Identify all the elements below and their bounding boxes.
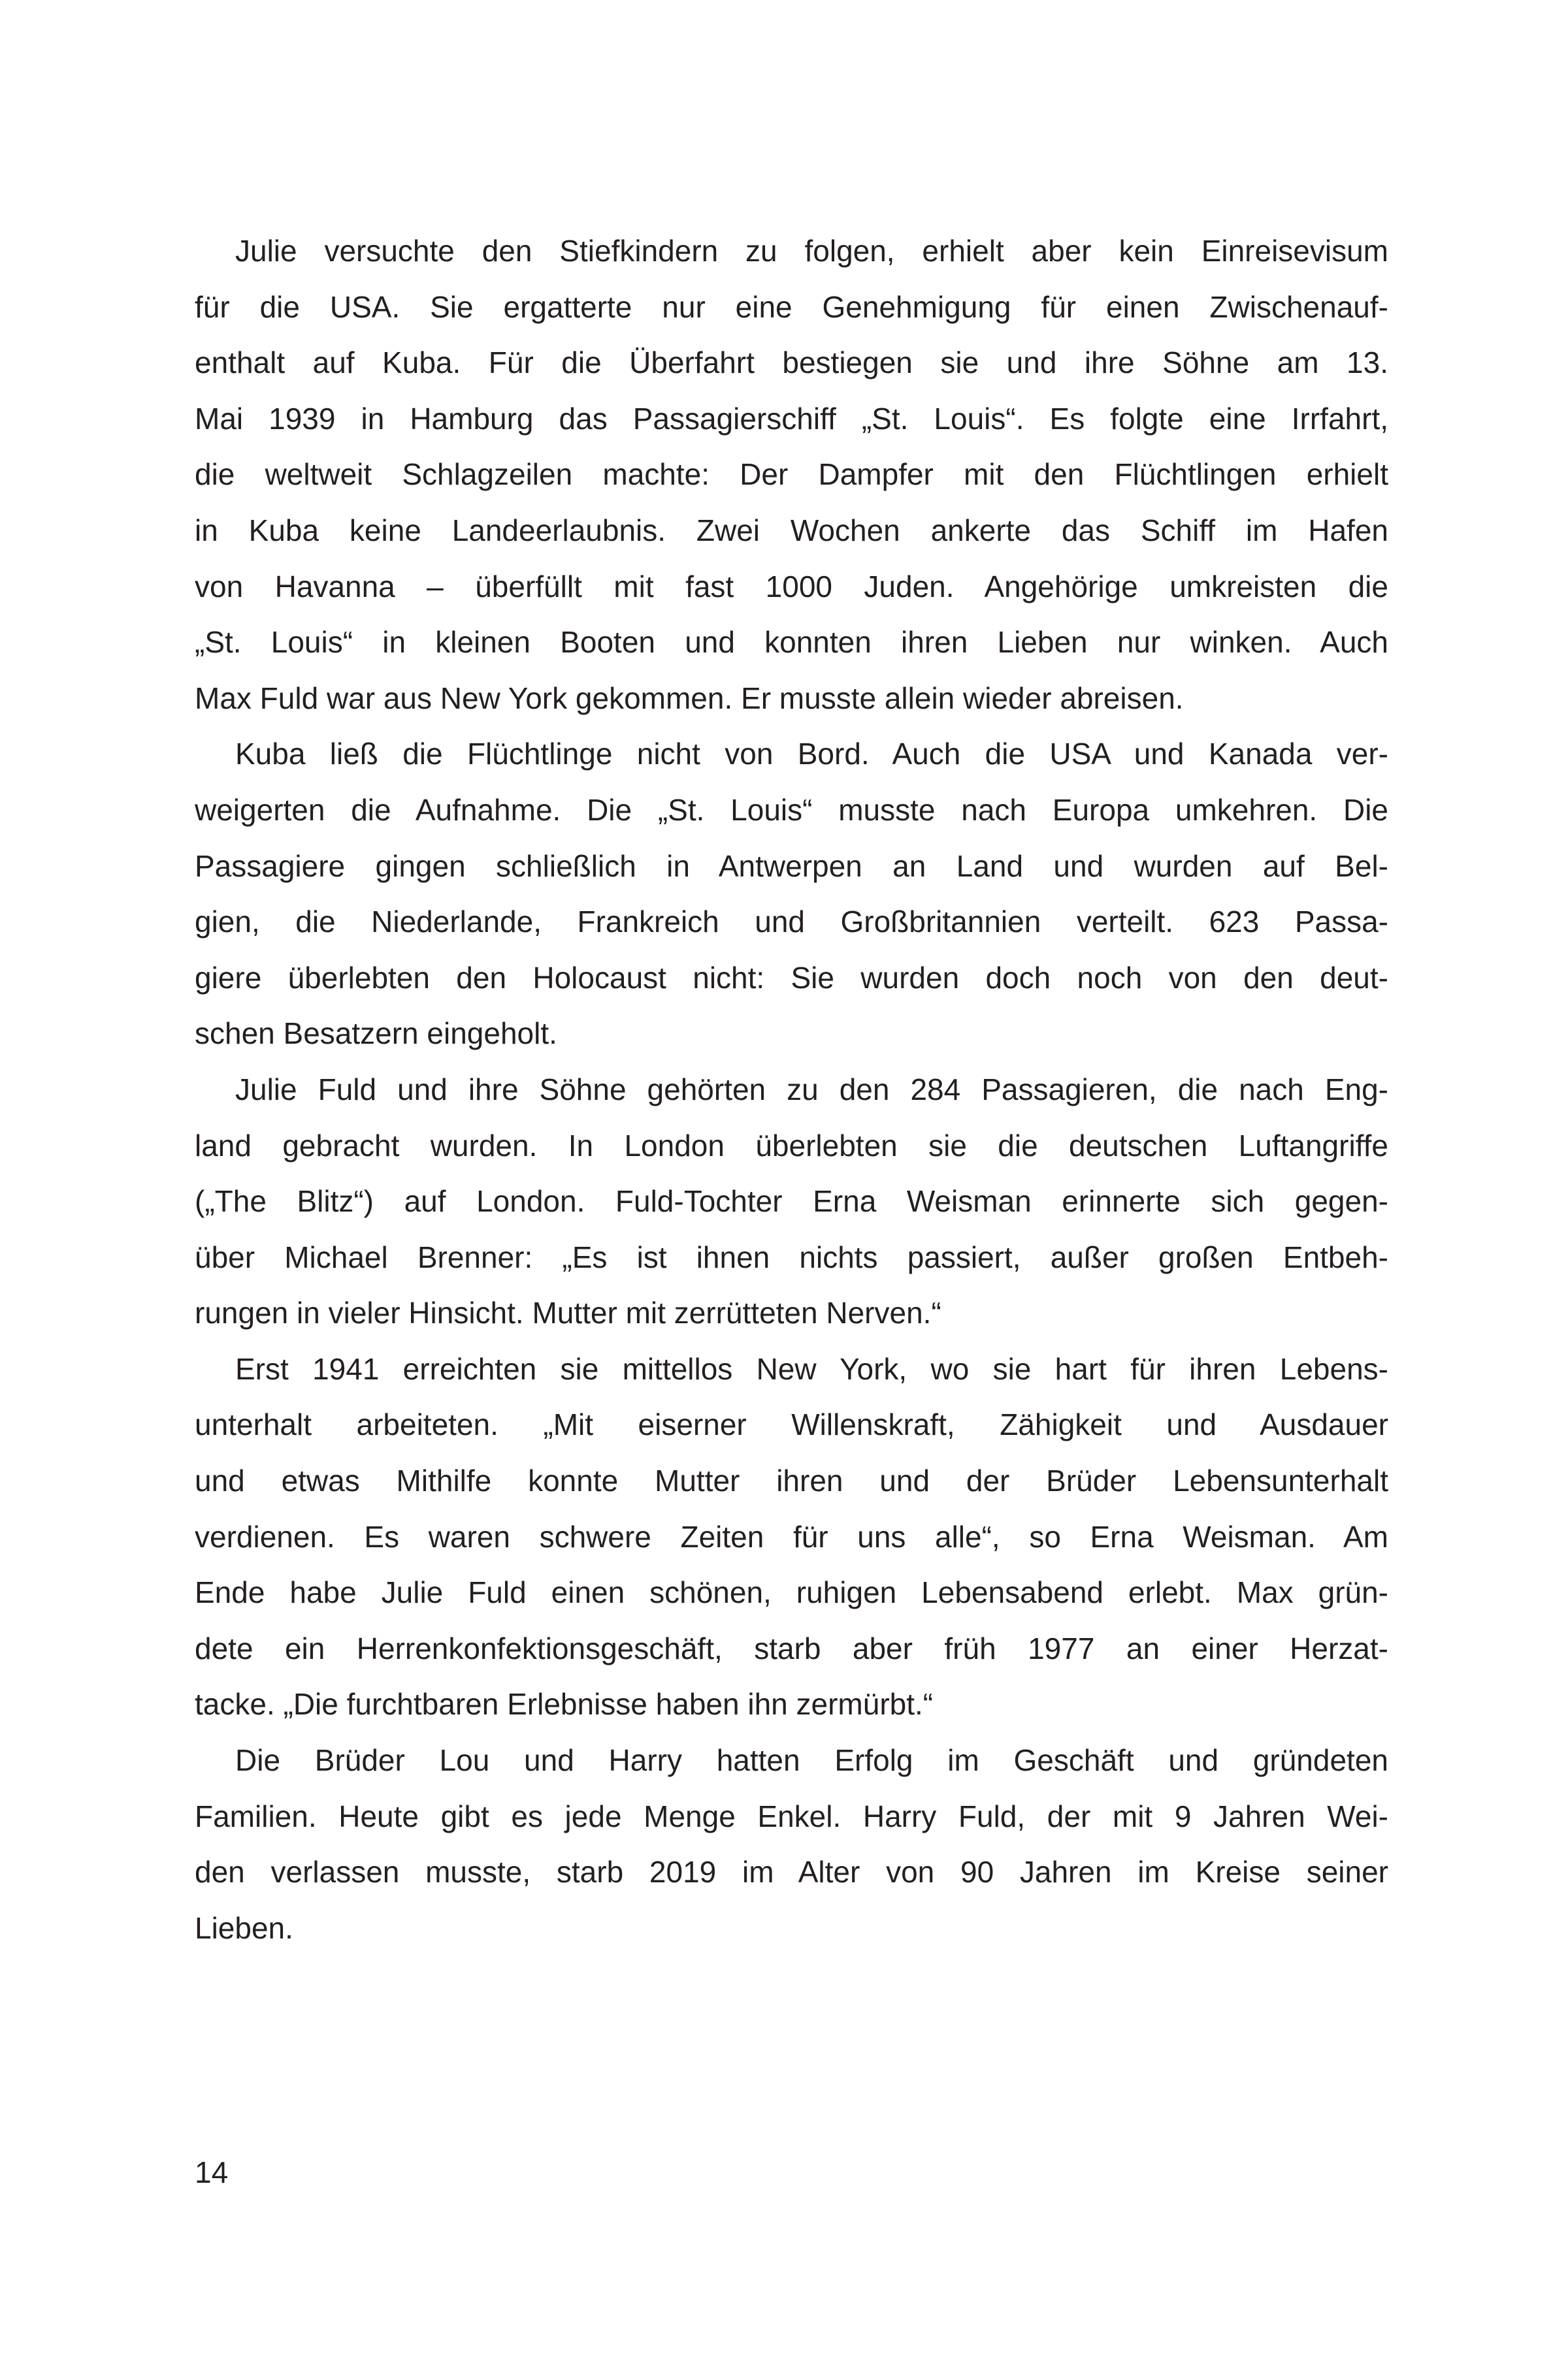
text-line: Mai 1939 in Hamburg das Passagierschiff „St. Louis“. Es folgte eine Irrfahrt, (195, 401, 1388, 436)
text-line: den verlassen musste, starb 2019 im Alter von 90 Jahren im Kreise seiner (195, 1855, 1388, 1890)
text-line: land gebracht wurden. In London überlebten sie die deutschen Luftangriffe (195, 1128, 1388, 1163)
text-line: Passagiere gingen schließlich in Antwerpen an Land und wurden auf Bel- (195, 848, 1388, 883)
text-line: Kuba ließ die Flüchtlinge nicht von Bord. Auch die USA und Kanada ver- (235, 737, 1388, 771)
text-line: Julie versuchte den Stiefkindern zu folgen, erhielt aber kein Einreisevisum (235, 234, 1388, 268)
text-line: Max Fuld war aus New York gekommen. Er musste allein wieder abreisen. (195, 681, 1184, 715)
paragraph (195, 1342, 1388, 1733)
text-line: Ende habe Julie Fuld einen schönen, ruhigen Lebensabend erlebt. Max grün- (195, 1575, 1388, 1610)
text-line: tacke. „Die furchtbaren Erlebnisse haben ihn zermürbt.“ (195, 1687, 934, 1722)
text-line: und etwas Mithilfe konnte Mutter ihren und der Brüder Lebensunterhalt (195, 1464, 1388, 1498)
text-line: gien, die Niederlande, Frankreich und Großbritannien verteilt. 623 Passa- (195, 905, 1388, 939)
text-line: enthalt auf Kuba. Für die Überfahrt bestiegen sie und ihre Söhne am 13. (195, 346, 1388, 380)
text-line: giere überlebten den Holocaust nicht: Sie wurden doch noch von den deut- (195, 960, 1388, 995)
text-line: über Michael Brenner: „Es ist ihnen nichts passiert, außer großen Entbeh- (195, 1240, 1388, 1274)
text-line: Julie Fuld und ihre Söhne gehörten zu den 284 Passagieren, die nach Eng- (235, 1072, 1388, 1106)
text-line: die weltweit Schlagzeilen machte: Der Dampfer mit den Flüchtlingen erhielt (195, 457, 1388, 492)
paragraph (195, 223, 1388, 726)
page-number: 14 (195, 2155, 229, 2189)
text-line: weigerten die Aufnahme. Die „St. Louis“ musste nach Europa umkehren. Die (195, 792, 1388, 827)
text-line: Erst 1941 erreichten sie mittellos New York, wo sie hart für ihren Lebens- (235, 1351, 1388, 1386)
text-line: schen Besatzern eingeholt. (195, 1016, 557, 1051)
text-line: von Havanna – überfüllt mit fast 1000 Juden. Angehörige umkreisten die (195, 569, 1388, 603)
text-line: in Kuba keine Landeerlaubnis. Zwei Wochen ankerte das Schiff im Hafen (195, 513, 1388, 547)
text-line: für die USA. Sie ergatterte nur eine Genehmigung für einen Zwischenauf- (195, 289, 1388, 324)
paragraph (195, 1733, 1388, 1956)
text-line: unterhalt arbeiteten. „Mit eiserner Willenskraft, Zähigkeit und Ausdauer (195, 1407, 1388, 1442)
text-line: „St. Louis“ in kleinen Booten und konnten ihren Lieben nur winken. Auch (195, 625, 1388, 660)
body-text (195, 223, 1388, 1956)
text-line: rungen in vieler Hinsicht. Mutter mit zerrütteten Nerven.“ (195, 1296, 941, 1330)
text-line: („The Blitz“) auf London. Fuld-Tochter Erna Weisman erinnerte sich gegen- (195, 1184, 1388, 1219)
text-line: Familien. Heute gibt es jede Menge Enkel. Harry Fuld, der mit 9 Jahren Wei- (195, 1799, 1388, 1833)
text-line: dete ein Herrenkonfektionsgeschäft, starb aber früh 1977 an einer Herzat- (195, 1631, 1388, 1665)
text-line: verdienen. Es waren schwere Zeiten für uns alle“, so Erna Weisman. Am (195, 1519, 1388, 1554)
text-line: Die Brüder Lou und Harry hatten Erfolg im Geschäft und gründeten (235, 1743, 1388, 1778)
paragraph (195, 1062, 1388, 1342)
text-line: Lieben. (195, 1910, 293, 1945)
paragraph (195, 726, 1388, 1062)
